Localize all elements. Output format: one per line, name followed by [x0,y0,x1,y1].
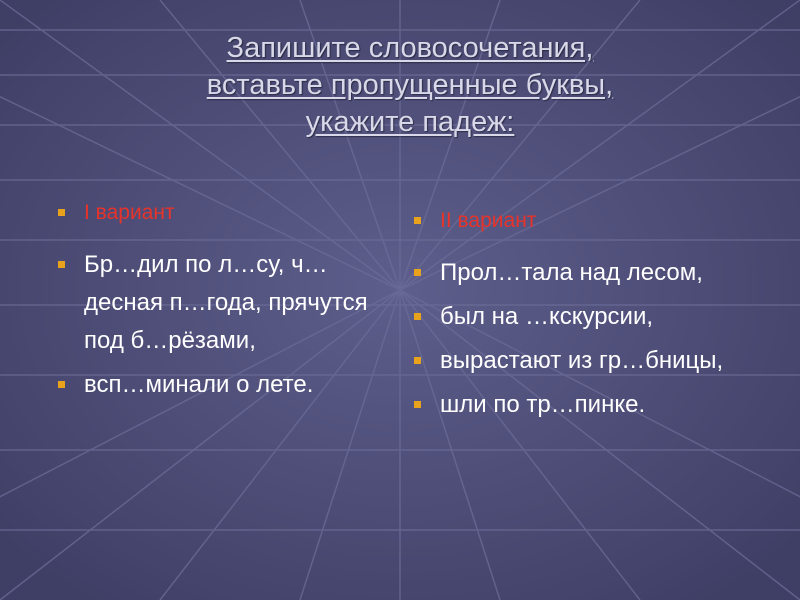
list-item-text: всп…минали о лете. [84,371,314,398]
list-item [412,386,742,424]
list-item-text: шли по тр…пинке. [440,391,646,418]
square-bullet-icon [58,261,65,268]
variant-label: I вариант [84,201,175,224]
variant-1-heading [56,198,386,228]
variant-2-list [412,206,742,430]
square-bullet-icon [58,381,65,388]
list-item-text: вырастают из гр…бницы, [440,347,724,374]
title-line: укажите падеж: [305,106,515,138]
list-item [412,342,742,380]
list-item-text: Бр…дил по л…су, ч…десная п…года, прячутся под б…рёзами, [84,251,368,354]
title-line: Запишите словосочетания, [226,32,594,64]
variant-1-list [56,198,386,410]
list-item [412,254,742,292]
square-bullet-icon [414,401,421,408]
square-bullet-icon [414,313,421,320]
square-bullet-icon [414,217,421,224]
list-item [56,366,386,404]
title-line: вставьте пропущенные буквы, [206,69,614,101]
square-bullet-icon [414,269,421,276]
slide-title [160,30,660,141]
list-item [412,298,742,336]
square-bullet-icon [58,209,65,216]
list-item-text: был на …кскурсии, [440,303,654,330]
variant-2-heading [412,206,742,236]
square-bullet-icon [414,357,421,364]
list-item [56,246,386,360]
variant-label: II вариант [440,209,537,232]
list-item-text: Прол…тала над лесом, [440,259,703,286]
